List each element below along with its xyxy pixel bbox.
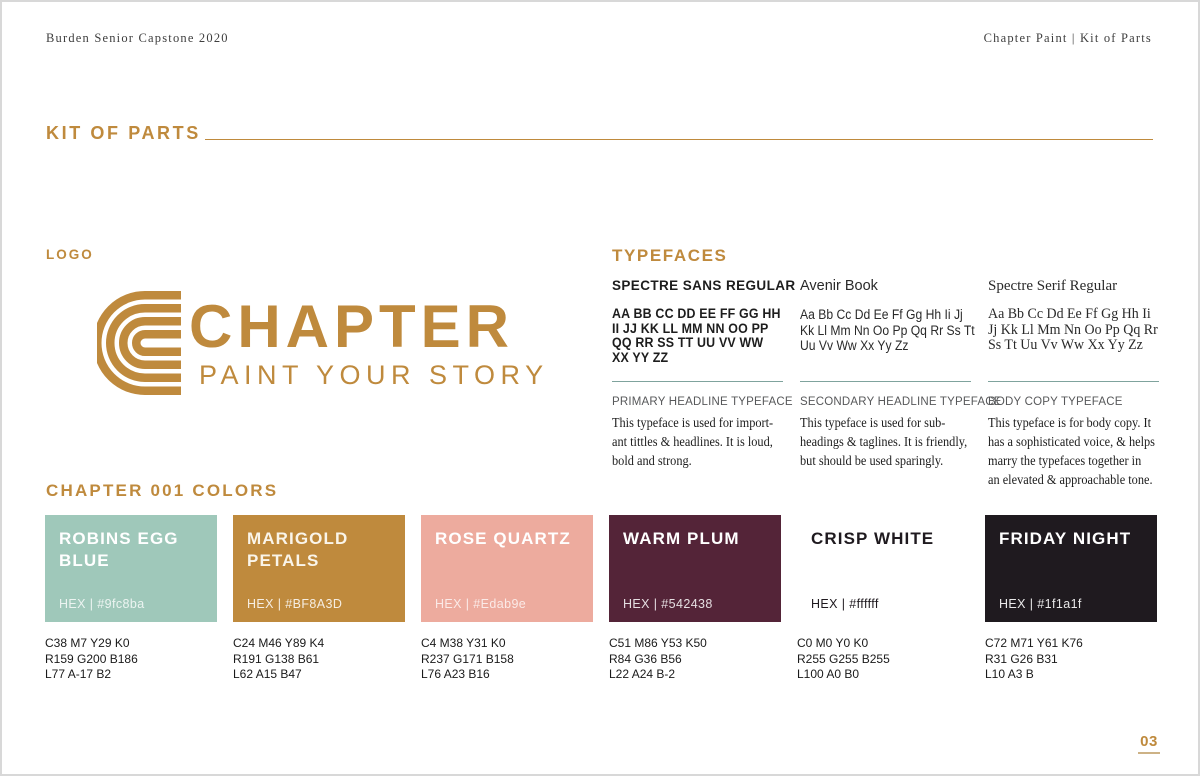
swatch-lab: L10 A3 B xyxy=(985,667,1034,681)
typeface-description xyxy=(612,414,773,471)
swatch-rgb: R84 G36 B56 xyxy=(609,651,682,666)
swatch-name-line: ROSE QUARTZ xyxy=(435,529,571,548)
swatch-cmyk: C38 M7 Y29 K0 xyxy=(45,636,130,650)
description-line: marry the typefaces together in xyxy=(988,454,1142,469)
specimen-line: Ss Tt Uu Vv Ww Xx Yy Zz xyxy=(988,337,1143,353)
swatch-hex-label: HEX | #Edab9e xyxy=(435,597,527,611)
swatch-cmyk: C24 M46 Y89 K4 xyxy=(233,636,325,650)
page-number: 03 xyxy=(1140,733,1158,750)
typeface-name: Avenir Book xyxy=(800,278,878,294)
typeface-column-avenir xyxy=(800,274,1002,514)
description-line: This typeface is used for import- xyxy=(612,416,774,431)
swatch-values xyxy=(45,636,217,683)
swatch-name xyxy=(59,528,203,572)
swatch-name-line: FRIDAY NIGHT xyxy=(999,529,1132,548)
swatch-card xyxy=(985,515,1157,622)
swatch-friday-night xyxy=(985,515,1157,683)
typeface-name: Spectre Serif Regular xyxy=(988,278,1118,294)
typeface-column-spectre-serif xyxy=(988,274,1159,514)
specimen-line: Jj Kk Ll Mm Nn Oo Pp Qq Rr xyxy=(988,321,1158,338)
swatch-rgb: R255 G255 B255 xyxy=(797,651,890,666)
swatch-hex-label: HEX | #BF8A3D xyxy=(247,597,343,611)
divider-rule xyxy=(612,381,783,382)
swatch-crisp-white xyxy=(797,515,969,683)
page-title: KIT OF PARTS xyxy=(46,123,201,143)
divider-rule xyxy=(800,381,971,382)
swatch-cmyk: C72 M71 Y61 K76 xyxy=(985,636,1083,650)
swatch-lab: L22 A24 B-2 xyxy=(609,667,676,681)
color-swatch-row xyxy=(45,515,1157,683)
typeface-specimen xyxy=(988,307,1158,354)
typeface-specimen xyxy=(800,307,975,354)
swatch-lab: L76 A23 B16 xyxy=(421,667,490,681)
swatch-name xyxy=(999,528,1143,550)
swatch-cmyk: C4 M38 Y31 K0 xyxy=(421,636,506,650)
swatch-lab: L100 A0 B0 xyxy=(797,667,860,681)
swatch-name xyxy=(811,528,955,550)
swatch-hex-label: HEX | #1f1a1f xyxy=(999,597,1082,611)
page-number-block xyxy=(1138,733,1160,754)
swatch-cmyk: C51 M86 Y53 K50 xyxy=(609,636,707,650)
specimen-line: QQ RR SS TT UU VV WW xyxy=(612,335,764,351)
swatch-cmyk: C0 M0 Y0 K0 xyxy=(797,636,869,650)
swatch-values xyxy=(233,636,405,683)
swatch-name-line: BLUE xyxy=(59,550,110,570)
swatch-card xyxy=(609,515,781,622)
description-line: bold and strong. xyxy=(612,454,692,469)
typeface-columns xyxy=(612,274,1160,514)
typeface-role-label: BODY COPY TYPEFACE xyxy=(988,396,1123,408)
typefaces-section-heading: TYPEFACES xyxy=(612,246,728,265)
swatch-values xyxy=(609,636,781,683)
swatch-card xyxy=(45,515,217,622)
specimen-line: Uu Vv Ww Xx Yy Zz xyxy=(800,338,909,353)
swatch-name xyxy=(435,528,579,550)
swatch-name-line: WARM PLUM xyxy=(623,529,740,548)
swatch-name xyxy=(623,528,767,550)
swatch-lab: L62 A15 B47 xyxy=(233,667,302,681)
typeface-role-label: SECONDARY HEADLINE TYPEFACE xyxy=(800,396,1002,408)
typeface-description xyxy=(988,414,1155,490)
specimen-line: AA BB CC DD EE FF GG HH xyxy=(612,306,781,321)
typeface-column-spectre-sans xyxy=(612,274,796,514)
description-line: headings & taglines. It is friendly, xyxy=(800,435,968,450)
specimen-line: Aa Bb Cc Dd Ee Ff Gg Hh Ii Jj xyxy=(800,307,963,322)
typeface-description xyxy=(800,414,967,471)
specimen-line: II JJ KK LL MM NN OO PP xyxy=(612,320,769,336)
swatch-rgb: R159 G200 B186 xyxy=(45,651,138,666)
swatch-robins-egg-blue xyxy=(45,515,217,683)
swatch-name-line: ROBINS EGG xyxy=(59,529,179,548)
swatch-warm-plum xyxy=(609,515,781,683)
logo-wordmark: CHAPTER xyxy=(189,293,515,360)
description-line: an elevated & approachable tone. xyxy=(988,473,1153,488)
title-rule xyxy=(205,139,1153,140)
swatch-rose-quartz xyxy=(421,515,593,683)
page-number-underline xyxy=(1138,752,1160,754)
description-line: has a sophisticated voice, & helps xyxy=(988,435,1155,450)
swatch-values xyxy=(797,636,969,683)
swatch-card xyxy=(797,515,969,622)
swatch-lab: L77 A-17 B2 xyxy=(45,667,112,681)
swatch-values xyxy=(421,636,593,683)
swatch-name-line: MARIGOLD xyxy=(247,529,349,548)
specimen-line: Aa Bb Cc Dd Ee Ff Gg Hh Ii xyxy=(988,306,1151,322)
swatch-hex-label: HEX | #542438 xyxy=(623,597,713,611)
swatch-card xyxy=(421,515,593,622)
swatch-name-line: CRISP WHITE xyxy=(811,529,935,548)
typeface-name: SPECTRE SANS REGULAR xyxy=(612,278,796,293)
specimen-line: Kk Ll Mm Nn Oo Pp Qq Rr Ss Tt xyxy=(800,322,975,338)
header-left-text: Burden Senior Capstone 2020 xyxy=(46,31,229,45)
swatch-name-line: PETALS xyxy=(247,550,320,570)
header-right-text: Chapter Paint | Kit of Parts xyxy=(983,31,1152,45)
description-line: ant tittles & headlines. It is loud, xyxy=(612,435,773,450)
swatch-rgb: R191 G138 B61 xyxy=(233,651,320,666)
logo-section-heading: LOGO xyxy=(46,247,94,262)
chapter-logo-icon xyxy=(97,291,181,395)
typeface-specimen xyxy=(612,307,781,365)
description-line: This typeface is used for sub- xyxy=(800,416,946,431)
swatch-hex-label: HEX | #ffffff xyxy=(811,597,879,611)
specimen-line: XX YY ZZ xyxy=(612,349,669,365)
swatch-rgb: R31 G26 B31 xyxy=(985,651,1058,666)
swatch-marigold-petals xyxy=(233,515,405,683)
swatch-rgb: R237 G171 B158 xyxy=(421,651,514,666)
colors-section-heading: CHAPTER 001 COLORS xyxy=(46,481,279,500)
logo-tagline: PAINT YOUR STORY xyxy=(199,360,549,390)
swatch-values xyxy=(985,636,1157,683)
swatch-card xyxy=(233,515,405,622)
description-line: This typeface is for body copy. It xyxy=(988,416,1152,431)
typeface-role-label: PRIMARY HEADLINE TYPEFACE xyxy=(612,396,793,408)
description-line: but should be used sparingly. xyxy=(800,454,944,469)
divider-rule xyxy=(988,381,1159,382)
swatch-name xyxy=(247,528,391,572)
swatch-hex-label: HEX | #9fc8ba xyxy=(59,597,145,611)
